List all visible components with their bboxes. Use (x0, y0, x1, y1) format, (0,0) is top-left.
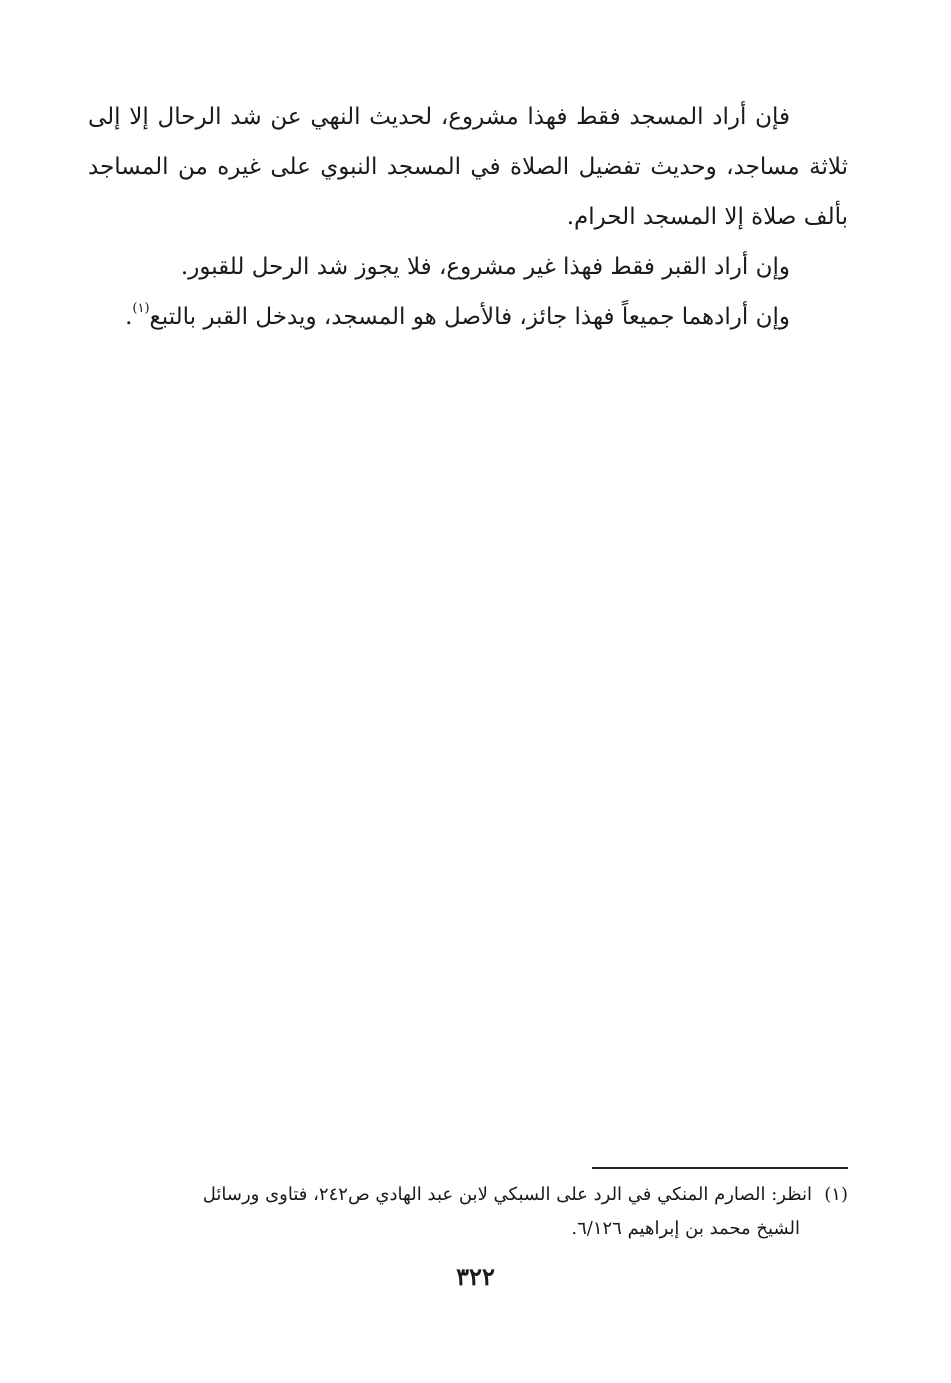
paragraph-grave: وإن أراد القبر فقط فهذا غير مشروع، فلا يجوز شد الرحل للقبور. (180, 254, 790, 280)
paragraph-both (88, 292, 848, 342)
footnote (92, 1178, 848, 1246)
footnote-line-2: الشيخ محمد بن إبراهيم ٦/١٢٦. (571, 1218, 800, 1239)
paragraph-mosque: فإن أراد المسجد فقط فهذا مشروع، لحديث النهي عن شد الرحال إلا إلى ثلاثة مساجد، وحديث تفضيل الصلاة في المسجد النبوي على غيره من المساجد بألف صلاة إلا المسجد الحرام. (88, 104, 848, 230)
paragraph-both-end: . (125, 304, 133, 330)
footnote-text-1: انظر: الصارم المنكي في الرد على السبكي لابن عبد الهادي ص٢٤٢، فتاوى ورسائل (202, 1184, 812, 1205)
footnote-separator (592, 1167, 848, 1169)
footnote-reference: (١) (132, 301, 150, 316)
page-number: ٣٢٢ (456, 1262, 495, 1291)
footnote-marker: (١) (824, 1184, 848, 1205)
footnote-line-1 (92, 1178, 848, 1212)
paragraph-both-text: وإن أرادهما جميعاً فهذا جائز، فالأصل هو المسجد، ويدخل القبر بالتبع (149, 304, 790, 330)
main-text (88, 92, 848, 342)
